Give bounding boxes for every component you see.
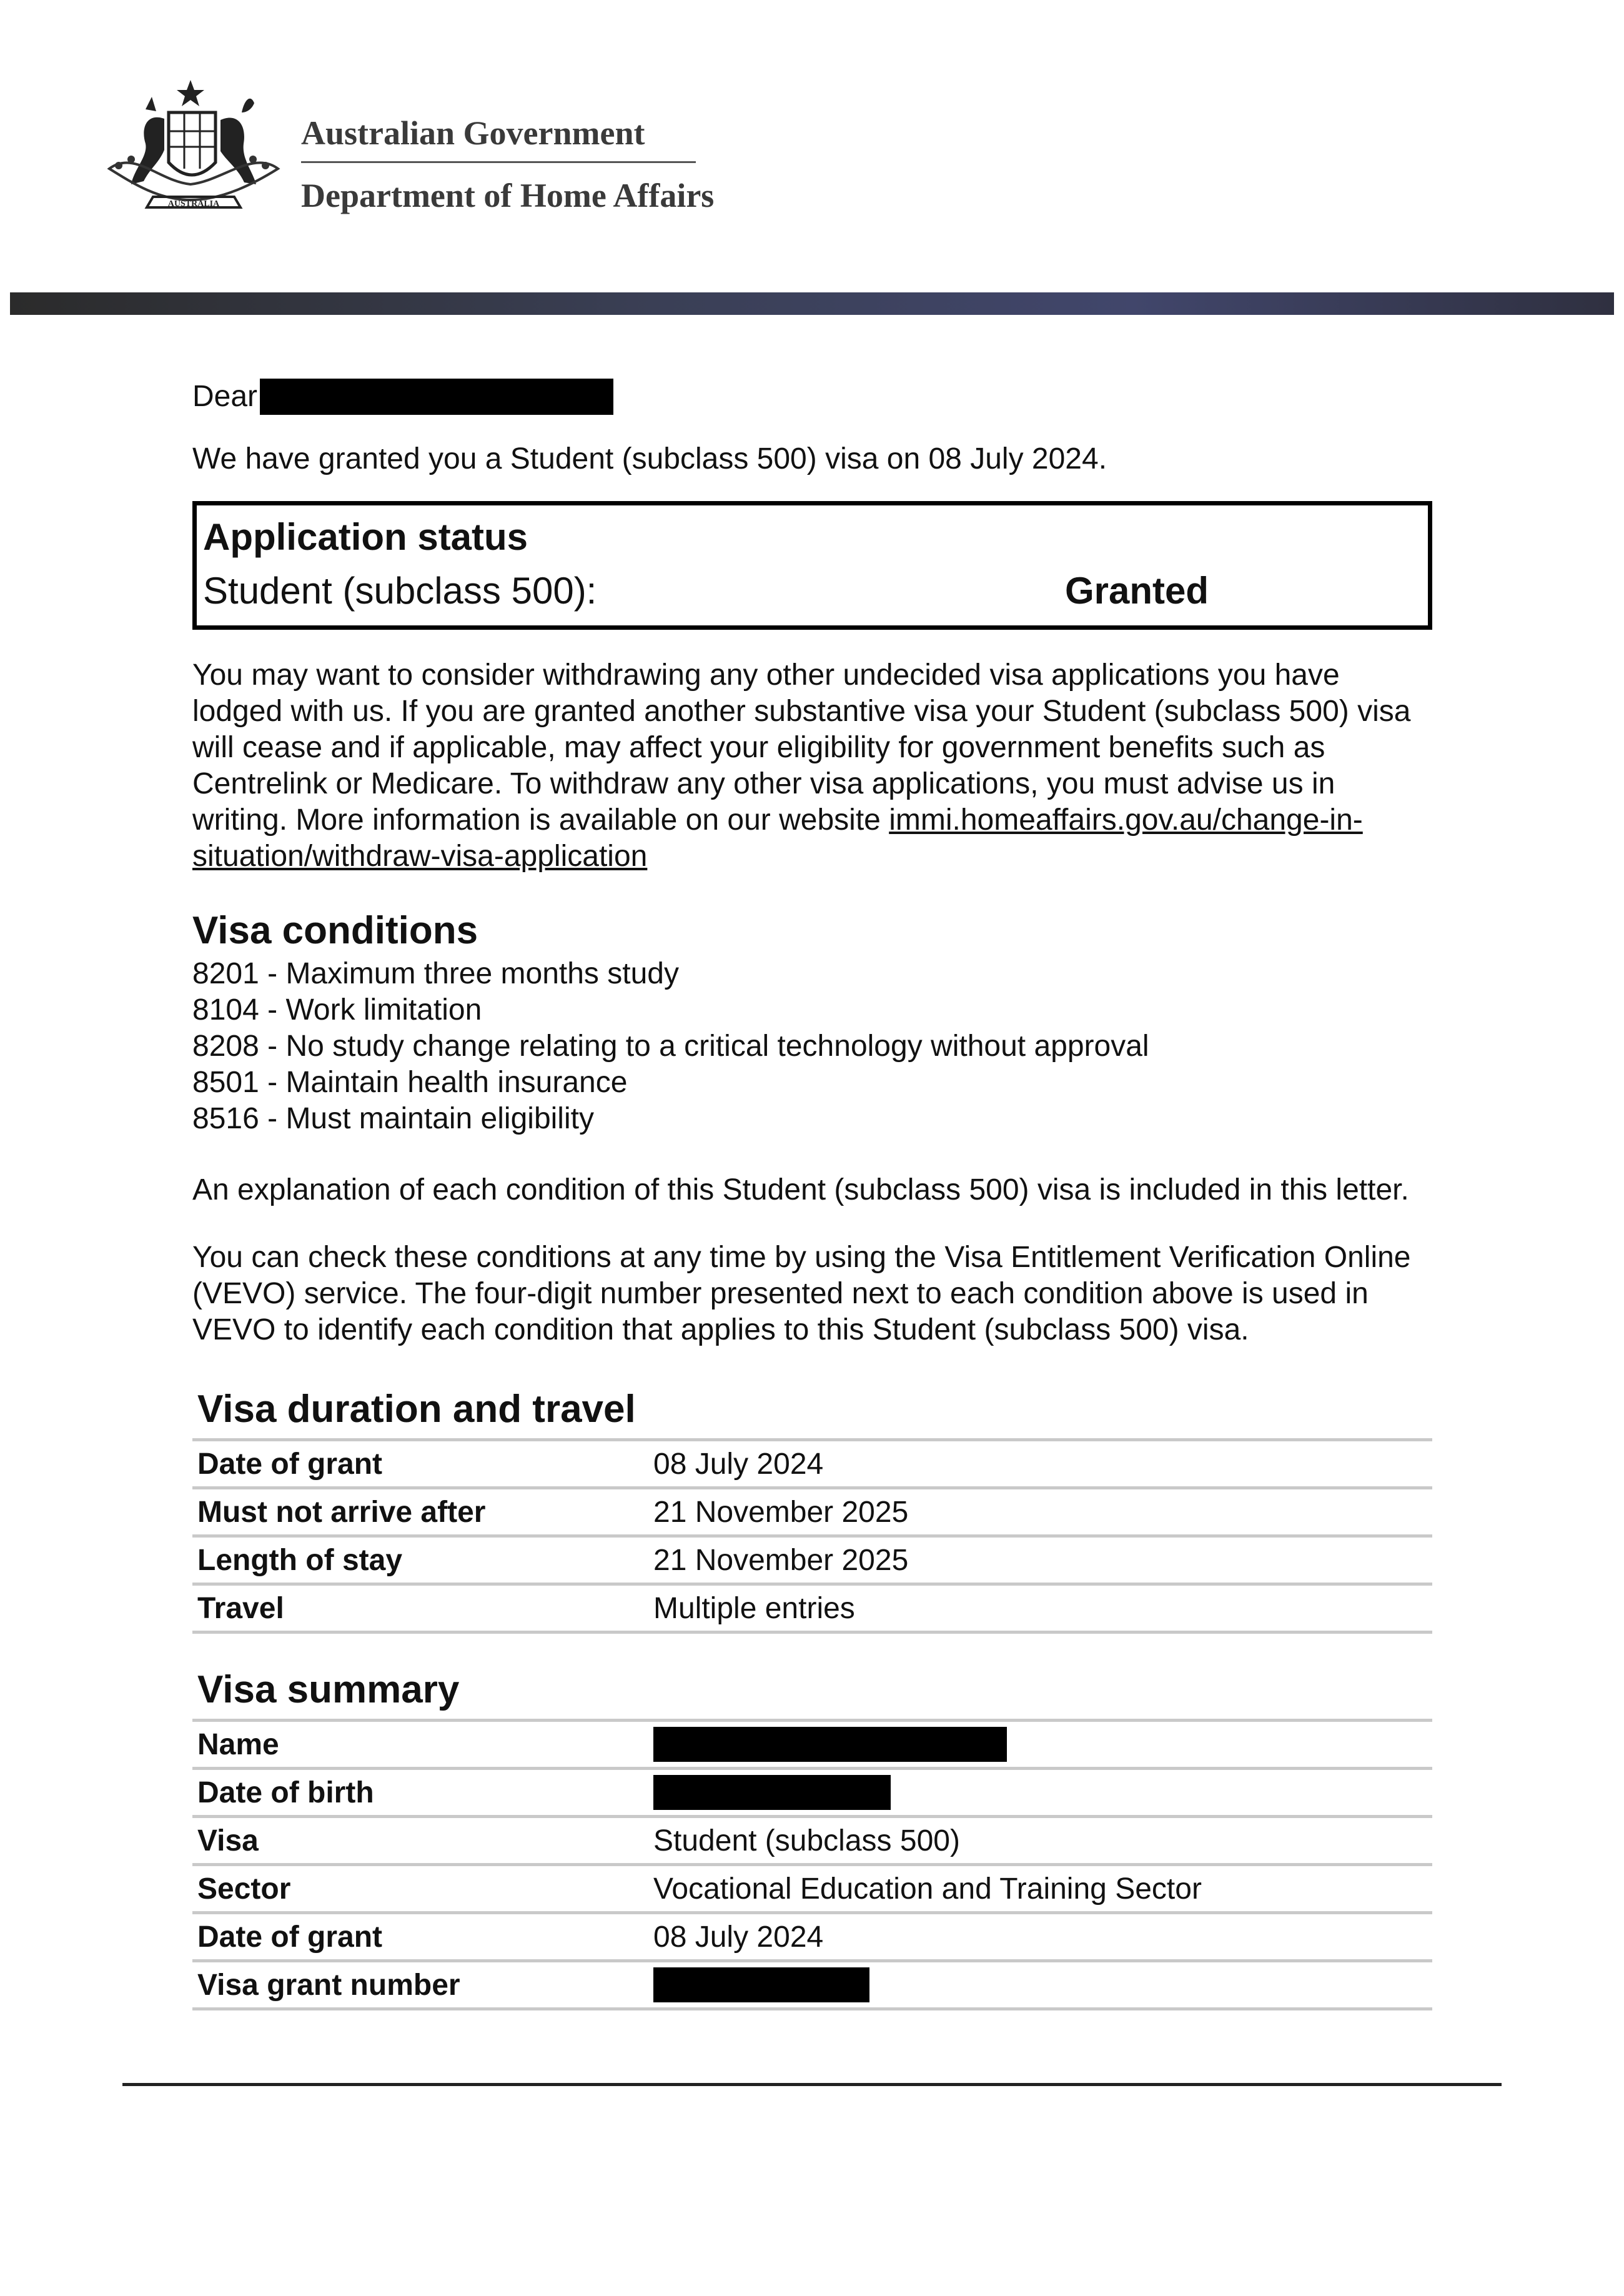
- row-value: Multiple entries: [653, 1591, 855, 1625]
- row-label: Name: [197, 1727, 279, 1761]
- row-label: Visa: [197, 1824, 259, 1857]
- footer-divider: [122, 2083, 1502, 2086]
- withdraw-text: You may want to consider withdrawing any other undecided visa applications you have lodged with us. If you are granted another substantive visa your Student (subclass 500) visa will cease and if applicable, may affect your eligibility for government benefits such as Centrelink or Medicare. To withdraw any other visa applications, you must advise us in writing. More information is available on our website: [192, 658, 1411, 837]
- condition-item: 8516 - Must maintain eligibility: [192, 1102, 594, 1135]
- row-label: Length of stay: [197, 1543, 403, 1577]
- condition-item: 8501 - Maintain health insurance: [192, 1066, 628, 1099]
- row-value: Student (subclass 500): [653, 1824, 960, 1857]
- table-row: [192, 1962, 1432, 2010]
- header-band: [10, 292, 1614, 315]
- row-value: 21 November 2025: [653, 1495, 909, 1529]
- salutation: [192, 375, 1432, 419]
- table-row: [192, 1538, 1432, 1586]
- org-name-line1: Australian Government: [301, 114, 645, 152]
- status-label: Student (subclass 500):: [203, 570, 597, 612]
- salutation-text: Dear: [192, 380, 258, 413]
- visa-summary-heading: Visa summary: [197, 1668, 460, 1711]
- letter-body: [192, 375, 1432, 2010]
- status-title: Application status: [203, 516, 528, 558]
- visa-duration-table: [192, 1438, 1432, 1634]
- row-label: Visa grant number: [197, 1968, 460, 2002]
- row-value: 08 July 2024: [653, 1447, 824, 1481]
- withdraw-notice: [192, 657, 1432, 875]
- table-row: [192, 1489, 1432, 1538]
- row-label: Date of grant: [197, 1920, 383, 1954]
- letterhead: [0, 0, 1624, 294]
- table-row: [192, 1586, 1432, 1634]
- table-row: [192, 1866, 1432, 1914]
- visa-duration-heading: Visa duration and travel: [197, 1388, 636, 1431]
- table-row: [192, 1438, 1432, 1489]
- row-label: Travel: [197, 1591, 284, 1625]
- row-label: Date of birth: [197, 1776, 374, 1809]
- redacted-grant-number: [653, 1967, 869, 2002]
- status-value: Granted: [1065, 570, 1209, 612]
- row-label: Sector: [197, 1872, 291, 1906]
- row-value: 21 November 2025: [653, 1543, 909, 1577]
- table-row: [192, 1818, 1432, 1866]
- status-row: [203, 564, 1422, 618]
- application-status-box: [192, 501, 1432, 630]
- org-name-line2: Department of Home Affairs: [301, 177, 715, 214]
- condition-item: 8208 - No study change relating to a critical technology without approval: [192, 1030, 1149, 1063]
- row-label: Must not arrive after: [197, 1495, 486, 1529]
- coat-of-arms-icon: [97, 75, 290, 225]
- table-row: [192, 1719, 1432, 1770]
- row-value: Vocational Education and Training Sector: [653, 1872, 1202, 1906]
- redacted-name: [653, 1727, 1007, 1762]
- table-row: [192, 1770, 1432, 1818]
- org-divider: [301, 161, 696, 163]
- vevo-text: You can check these conditions at any time by using the Visa Entitlement Verification Online (VEVO) service. The four-digit number presented next to each condition above is used in VEVO to identify each condition that applies to this Student (subclass 500) visa.: [192, 1241, 1411, 1346]
- condition-item: 8201 - Maximum three months study: [192, 957, 679, 990]
- visa-conditions-heading: Visa conditions: [192, 909, 478, 952]
- conditions-list: [192, 956, 1432, 1137]
- redacted-name: [260, 379, 613, 415]
- visa-summary-table: [192, 1719, 1432, 2010]
- table-row: [192, 1914, 1432, 1962]
- condition-item: 8104 - Work limitation: [192, 993, 482, 1026]
- svg-text:AUSTRALIA: AUSTRALIA: [167, 199, 220, 209]
- grant-sentence: We have granted you a Student (subclass 500) visa on 08 July 2024.: [192, 442, 1107, 475]
- withdraw-link[interactable]: immi.homeaffairs.gov.au/change-in-situation/withdraw-visa-application: [192, 803, 1363, 873]
- row-value: 08 July 2024: [653, 1920, 824, 1954]
- row-label: Date of grant: [197, 1447, 383, 1481]
- redacted-date-of-birth: [653, 1775, 891, 1810]
- conditions-explanation: An explanation of each condition of this Student (subclass 500) visa is included in this letter.: [192, 1173, 1409, 1206]
